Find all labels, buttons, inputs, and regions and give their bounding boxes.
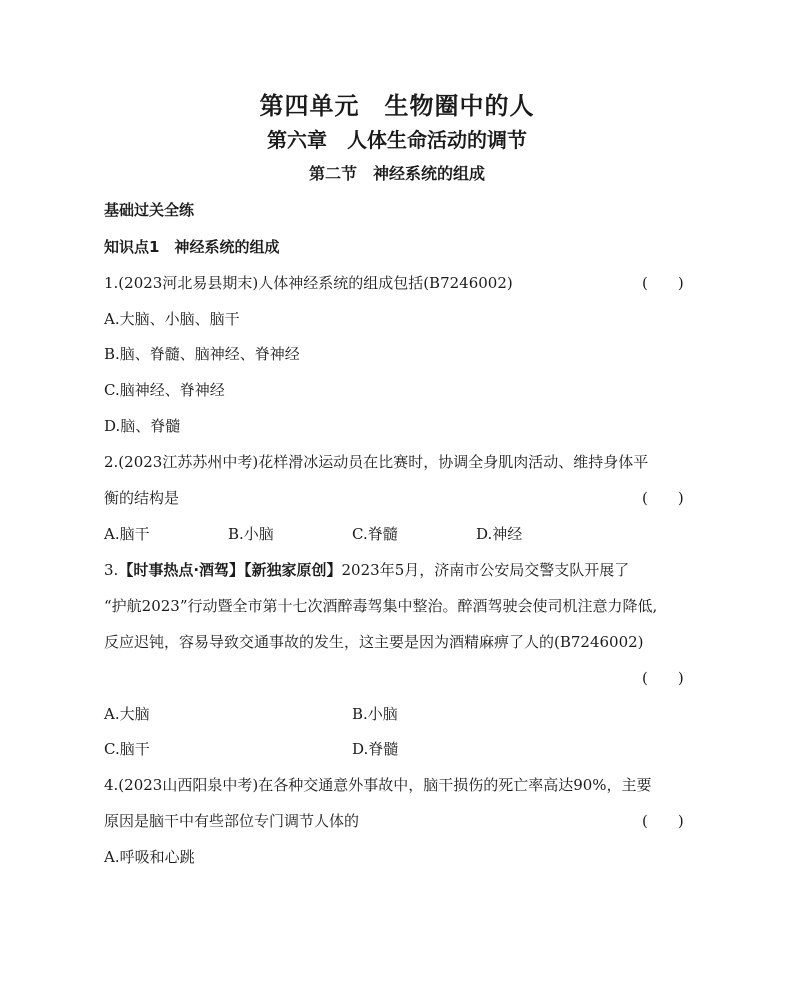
- q3-stem-line-1: [104, 559, 629, 580]
- chapter-title: 第六章 人体生命活动的调节: [267, 128, 527, 152]
- q1-option-b: B.脑、脊髓、脑神经、脊神经: [104, 345, 300, 363]
- q3-tags: 【时事热点·酒驾】【新独家原创】: [118, 561, 342, 579]
- q4-option-a: A.呼吸和心跳: [104, 848, 195, 866]
- q2-answer-paren: ( ): [642, 489, 684, 507]
- q4-stem-line-1: 4.(2023山西阳泉中考)在各种交通意外事故中，脑干损伤的死亡率高达90%，主要: [104, 776, 652, 794]
- q1-answer-paren: ( ): [642, 274, 684, 292]
- q2-stem-line-1: 2.(2023江苏苏州中考)花样滑冰运动员在比赛时，协调全身肌肉活动、维持身体平: [104, 453, 649, 471]
- q4-answer-paren: ( ): [642, 812, 684, 830]
- q1-stem-line-1: 1.(2023河北易县期末)人体神经系统的组成包括(B7246002): [104, 274, 513, 292]
- q3-option-b: B.小脑: [352, 705, 398, 723]
- unit-title: 第四单元 生物圈中的人: [259, 92, 535, 120]
- q3-number: 3.: [104, 561, 119, 579]
- q4-stem-line-2: 原因是脑干中有些部位专门调节人体的: [104, 812, 360, 830]
- q3-option-d: D.脊髓: [352, 740, 399, 758]
- practice-heading: 基础过关全练: [104, 201, 195, 219]
- q1-option-c: C.脑神经、脊神经: [104, 381, 225, 399]
- knowledge-point-heading: 知识点1 神经系统的组成: [104, 238, 280, 256]
- q2-option-d: D.神经: [476, 525, 523, 543]
- q3-option-c: C.脑干: [104, 740, 150, 758]
- q3-answer-paren: ( ): [642, 669, 684, 687]
- q3-stem-line-2: “护航2023”行动暨全市第十七次酒醉毒驾集中整治。醉酒驾驶会使司机注意力降低,: [104, 597, 658, 615]
- q3-stem-line-3: 反应迟钝，容易导致交通事故的发生，这主要是因为酒精麻痹了人的(B7246002): [104, 633, 644, 651]
- q1-option-d: D.脑、脊髓: [104, 417, 181, 435]
- q2-stem-line-2: 衡的结构是: [104, 489, 180, 507]
- q2-option-b: B.小脑: [228, 525, 274, 543]
- section-title: 第二节 神经系统的组成: [308, 164, 485, 183]
- q1-option-a: A.大脑、小脑、脑干: [104, 310, 240, 328]
- q3-option-a: A.大脑: [104, 705, 150, 723]
- q2-option-c: C.脊髓: [352, 525, 398, 543]
- q3-stem-rest: 2023年5月，济南市公安局交警支队开展了: [341, 561, 630, 579]
- q2-option-a: A.脑干: [104, 525, 150, 543]
